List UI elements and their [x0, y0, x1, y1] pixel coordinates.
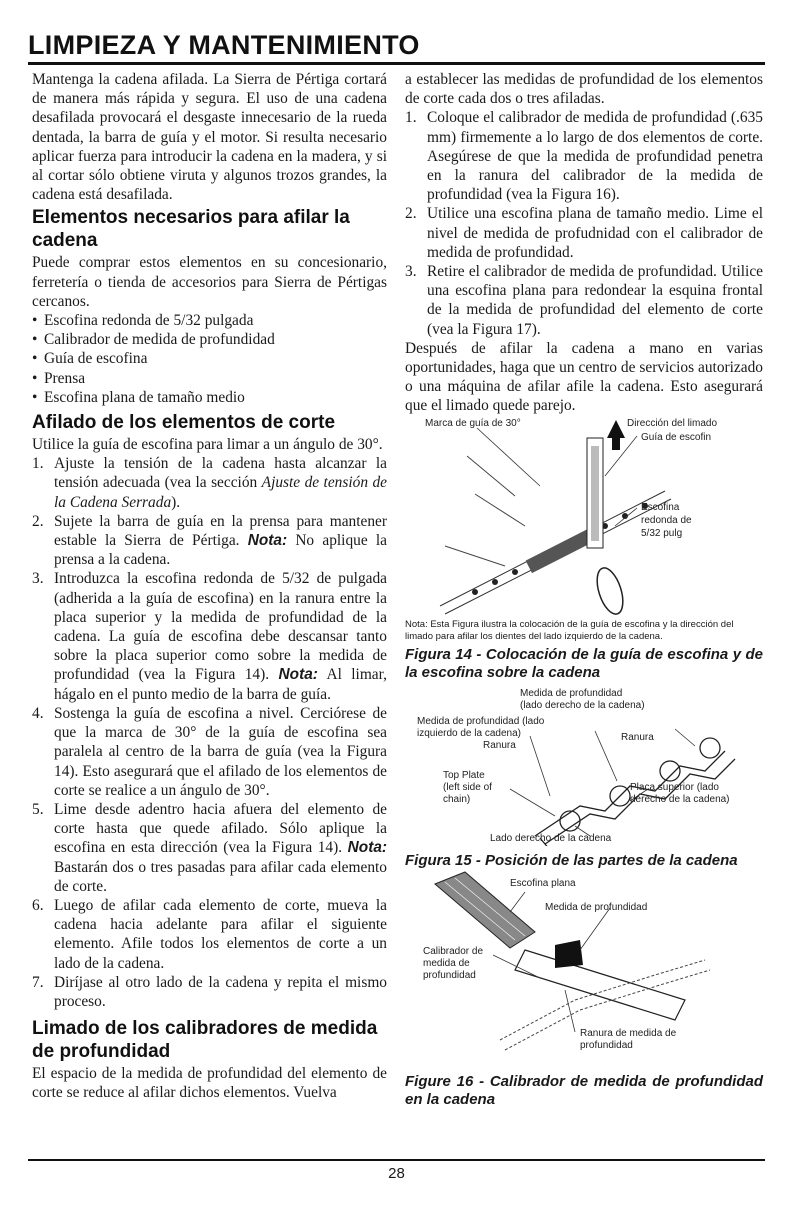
heading-depth-gauge: Limado de los calibradores de medida de profundidad [32, 1018, 378, 1063]
figure-16 [405, 870, 763, 1070]
figure-14-note: Nota: Esta Figura ilustra la colocación de la guía de escofina y la dirección del limado para afilar los dientes del lado izquierdo de la cadena. [405, 618, 734, 642]
figure-14-caption: Figura 14 - Colocación de la guía de escofina y de la escofina sobre la cadena [405, 645, 763, 681]
depth-gauge-paragraph: El espacio de la medida de profundidad del elemento de corte se reduce al afilar dichos elementos. Vuelva [32, 1065, 387, 1102]
page-title: LIMPIEZA Y MANTENIMIENTO [28, 30, 420, 60]
heading-elements: Elementos necesarios para afilar la cadena [32, 207, 350, 252]
title-rule [28, 62, 765, 65]
right-column [405, 70, 763, 1109]
label-depth-left: izquierdo de la cadena) [417, 727, 521, 739]
left-column [32, 70, 387, 1103]
label-gauge-tool: medida de [423, 957, 470, 969]
label-slot-left: Ranura [483, 739, 516, 751]
label-depth-right: (lado derecho de la cadena) [520, 699, 645, 711]
label-top-plate: Top Plate [443, 769, 485, 781]
step-1: 1. Ajuste la tensión de la cadena hasta alcanzar la tensión adecuada (vea la sección Ajuste de tensión de la Cadena Serrada). [32, 455, 387, 511]
depth-step-3: 3. Retire el calibrador de medida de profundidad. Utilice una escofina plana para redondear la esquina frontal de la medida de profundidad del elemento de corte (vea la Figura 17). [405, 263, 763, 338]
heading-sharpen: Afilado de los elementos de corte [32, 412, 336, 434]
label-gauge-slot: Ranura de medida de [580, 1027, 677, 1039]
after-paragraph: Después de afilar la cadena a mano en varias oportunidades, haga que un centro de servicios autorizado o una máquina de afilar afile la cadena. Esto asegurará que el limado quede parejo. [405, 339, 763, 415]
label-gauge-tool: profundidad [423, 969, 476, 981]
step-5: 5. Lime desde adentro hacia afuera del elemento de corte hasta que quede afilado. Sólo aplique la escofina en esta dirección (vea la Figura 14). Nota: Bastarán dos o tres pasadas para afilar cada elemento de corte. [32, 800, 387, 895]
label-depth-right: Medida de profundidad [520, 687, 623, 699]
list-item: • Calibrador de medida de profundidad [32, 330, 387, 349]
figure-15 [405, 686, 763, 846]
label-round-file: redonda de [641, 514, 692, 526]
label-flat-file: Escofina plana [510, 877, 576, 889]
sharpen-steps [32, 454, 387, 1011]
depth-steps [405, 108, 763, 338]
label-gauge-tool: Calibrador de [423, 945, 484, 957]
figure-15-caption: Figura 15 - Posición de las partes de la cadena [405, 851, 738, 869]
label-file-guide: Guía de escofin [641, 431, 712, 443]
step-6: 6. Luego de afilar cada elemento de corte, mueva la cadena hacia adelante para afilar el siguiente elemento. Afile todos los elementos de corte a un lado de la cadena. [32, 896, 387, 972]
label-gauge-slot: profundidad [580, 1039, 633, 1051]
figure-16-caption: Figure 16 - Calibrador de medida de profundidad en la cadena [405, 1072, 763, 1108]
step-2: 2. Sujete la barra de guía en la prensa para mantener estable la Sierra de Pértiga. Nota: No aplique la prensa a la cadena. [32, 512, 388, 569]
list-item: • Guía de escofina [32, 349, 387, 368]
figure-14 [405, 416, 763, 619]
figure-14-illustration [405, 416, 763, 619]
continued-paragraph: a establecer las medidas de profundidad de los elementos de corte cada dos o tres afiladas. [405, 71, 763, 108]
label-round-file: Escofina [641, 501, 680, 513]
sharpen-paragraph: Utilice la guía de escofina para limar a un ángulo de 30°. [32, 436, 383, 454]
footer-rule [28, 1159, 765, 1161]
step-3: 3. Introduzca la escofina redonda de 5/32 de pulgada (adherida a la guía de escofina) en la ranura entre la placa superior y la medida de profundidad de la cadena. La guía de escofina debe descansar tanto sobre la placa superior como sobre la medida de profundidad (vea la Figura 14). Nota: Al limar, hágalo en el punto medio de la barra de guía. [32, 570, 387, 703]
step-7: 7. Diríjase al otro lado de la cadena y repita el mismo proceso. [32, 973, 387, 1010]
label-file-direction: Dirección del limado [627, 417, 718, 429]
list-item: • Prensa [32, 369, 387, 388]
page-number: 28 [388, 1165, 405, 1182]
list-item: • Escofina redonda de 5/32 pulgada [32, 311, 387, 330]
list-item: • Escofina plana de tamaño medio [32, 388, 387, 407]
label-30-mark: Marca de guía de 30° [425, 417, 521, 429]
label-chain-side: Lado derecho de la cadena [490, 832, 612, 844]
intro-paragraph: Mantenga la cadena afilada. La Sierra de Pértiga cortará de manera más rápida y segura. El uso de una cadena desafilada provocará el desgaste innecesario de la rueda dentada, la barra de guía y el motor. Si resulta necesario aplicar fuerza para introducir la cadena en la madera, y si al cortar sólo obtiene viruta y algunos trozos grandes, la cadena está desafilada. [32, 71, 387, 204]
label-top-plate-right: derecho de la cadena) [630, 793, 730, 805]
depth-step-2: 2. Utilice una escofina plana de tamaño medio. Lime el nivel de medida de profudnidad con el calibrador de medida de profundidad. [405, 205, 763, 261]
elements-paragraph: Puede comprar estos elementos en su concesionario, ferretería o tienda de accesorios para Sierra de Pértigas cercanos. [32, 254, 387, 310]
elements-list [32, 311, 387, 407]
step-4: 4. Sostenga la guía de escofina a nivel. Cerciórese de que la marca de 30° de la guía de escofina sea paralela al centro de la barra de guía (vea la Figura 14). Esto asegurará que el afilado de los elementos de corte se realice a un ángulo de 30°. [32, 704, 387, 799]
label-depth-gauge: Medida de profundidad [545, 901, 648, 913]
label-depth-left: Medida de profundidad (lado [417, 715, 545, 727]
label-round-file: 5/32 pulg [641, 527, 683, 539]
label-top-plate: chain) [443, 793, 471, 805]
label-slot-right: Ranura [621, 731, 654, 743]
depth-step-1: 1. Coloque el calibrador de medida de profundidad (.635 mm) firmemente a lo largo de dos elementos de corte. Asegúrese de que la medida de profundidad penetra en la ranura del calibrador de la medida de profundidad (vea la Figura 16). [405, 109, 763, 204]
label-top-plate: (left side of [443, 781, 492, 793]
label-top-plate-right: Placa superior (lado [630, 781, 719, 793]
